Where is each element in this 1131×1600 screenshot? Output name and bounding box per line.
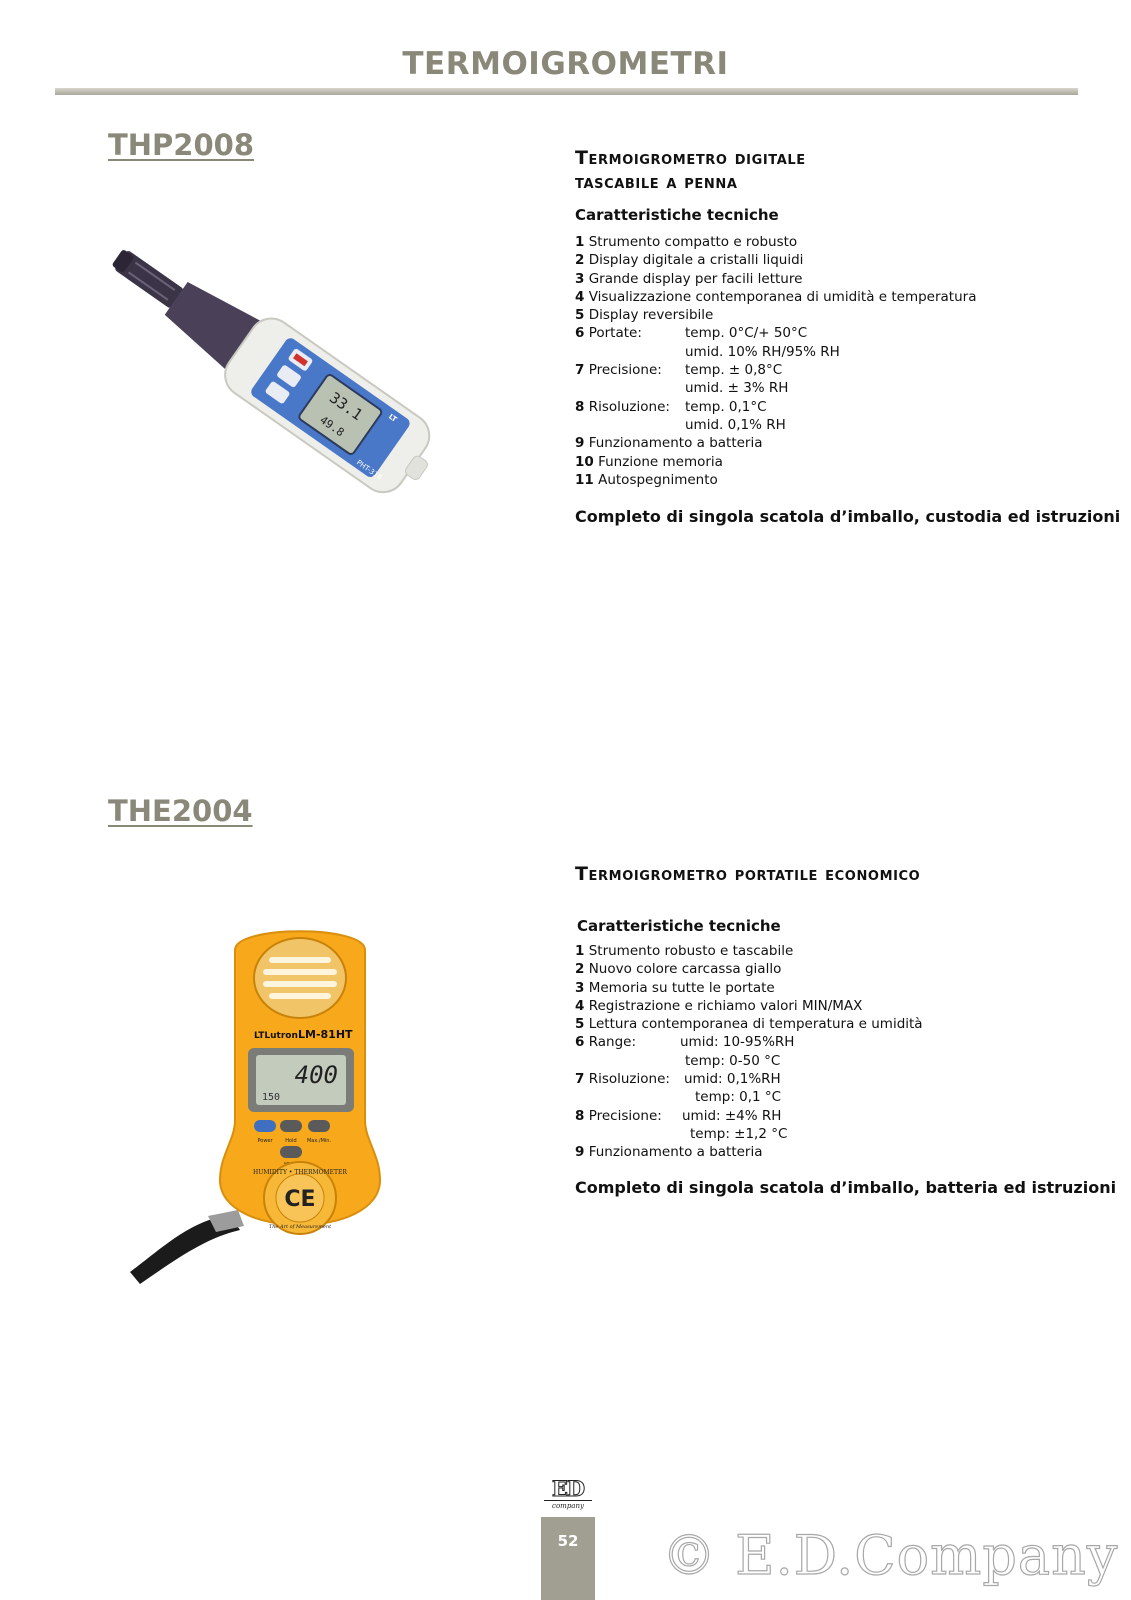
spec-item: 1 Strumento compatto e robusto: [575, 234, 798, 250]
spec-heading: Caratteristiche tecniche: [575, 206, 779, 224]
spec-item: 5 Lettura contemporanea di temperatura e umidità: [575, 1016, 923, 1033]
closing-note-the2004: Completo di singola scatola d’imballo, batteria ed istruzioni: [575, 1178, 1117, 1197]
device-model-label: LM-81HT: [298, 1028, 353, 1041]
product-title-the2004: [575, 862, 920, 886]
hold-label: Hold: [285, 1138, 297, 1144]
spec-item: temp: 0-50 °C: [685, 1052, 781, 1069]
spec-heading: Caratteristiche tecniche: [577, 917, 781, 935]
spec-item: 10 Funzione memoria: [575, 453, 723, 470]
product-image-the2004: [120, 920, 440, 1290]
spec-item: 5 Display reversibile: [575, 307, 714, 324]
product-code-the2004: THE2004: [108, 794, 253, 828]
spec-list-thp2008: [575, 233, 976, 489]
brand-logo: LTLutron: [254, 1031, 298, 1041]
ce-mark: CE: [284, 1187, 316, 1212]
spec-item: 6 Portate: temp. 0°C/+ 50°C: [575, 325, 808, 342]
product-title-thp2008: [575, 146, 806, 194]
company-logo-mark: ED: [544, 1478, 592, 1501]
lcd-readout-top: 400: [294, 1061, 338, 1089]
power-label: Power: [257, 1138, 273, 1144]
spec-item: 2 Display digitale a cristalli liquidi: [575, 252, 804, 269]
product-title-line2: tascabile a penna: [575, 171, 738, 193]
spec-item: 2 Nuovo colore carcassa giallo: [575, 961, 782, 978]
device-model-label: PHT-318: [354, 458, 384, 482]
lcd-readout-bottom: 49.8: [317, 413, 347, 440]
lcd-readout-top: 33.1: [326, 388, 366, 425]
spec-item: 1 Strumento robusto e tascabile: [575, 943, 794, 959]
spec-item: 3 Memoria su tutte le portate: [575, 979, 775, 996]
spec-item: 8 Risoluzione: temp. 0,1°C: [575, 398, 767, 415]
brand-logo: LT: [387, 412, 399, 424]
product-title-line1: Termoigrometro portatile economico: [575, 863, 921, 885]
spec-item: 3 Grande display per facili letture: [575, 270, 803, 287]
spec-item: 4 Visualizzazione contemporanea di umidità e temperatura: [575, 288, 977, 305]
spec-item: 8 Precisione: umid: ±4% RH: [575, 1107, 782, 1124]
product-code-thp2008: THP2008: [108, 128, 255, 162]
page-title: TERMOIGROMETRI: [402, 46, 729, 82]
spec-item: 7 Risoluzione: umid: 0,1%RH: [575, 1071, 781, 1088]
spec-item: umid. 10% RH/95% RH: [685, 343, 840, 360]
page-number: 52: [541, 1517, 595, 1600]
spec-item: umid. 0,1% RH: [685, 416, 786, 433]
spec-item: 9 Funzionamento a batteria: [575, 435, 763, 452]
power-button-shape: [254, 1120, 276, 1132]
product-image-thp2008: [95, 230, 455, 510]
lcd-readout-bottom: 150: [262, 1092, 281, 1103]
product-title-line1: Termoigrometro digitale: [575, 147, 806, 169]
spec-item: 4 Registrazione e richiamo valori MIN/MAX: [575, 997, 863, 1014]
company-logo-sub: company: [552, 1502, 584, 1510]
spec-item: temp: 0,1 °C: [695, 1089, 782, 1106]
closing-note-thp2008: Completo di singola scatola d’imballo, custodia ed istruzioni: [575, 507, 1121, 526]
copyright-watermark: © E.D.Company: [662, 1524, 1119, 1587]
spec-item: temp: ±1,2 °C: [690, 1125, 788, 1142]
spec-item: 7 Precisione: temp. ± 0,8°C: [575, 362, 783, 379]
spec-item: umid. ± 3% RH: [685, 380, 789, 397]
company-logo: [544, 1478, 592, 1510]
seal-tagline: The Art of Measurement: [268, 1224, 332, 1230]
title-rule: [55, 88, 1078, 95]
seal-ring-text: HUMIDITY • THERMOMETER: [253, 1169, 347, 1176]
spec-list-the2004: [575, 942, 923, 1162]
spec-item: 9 Funzionamento a batteria: [575, 1144, 763, 1161]
maxmin-label: Max./Min.: [306, 1138, 332, 1144]
spec-item: 6 Range: umid: 10-95%RH: [575, 1034, 795, 1051]
spec-item: 11 Autospegnimento: [575, 471, 718, 488]
